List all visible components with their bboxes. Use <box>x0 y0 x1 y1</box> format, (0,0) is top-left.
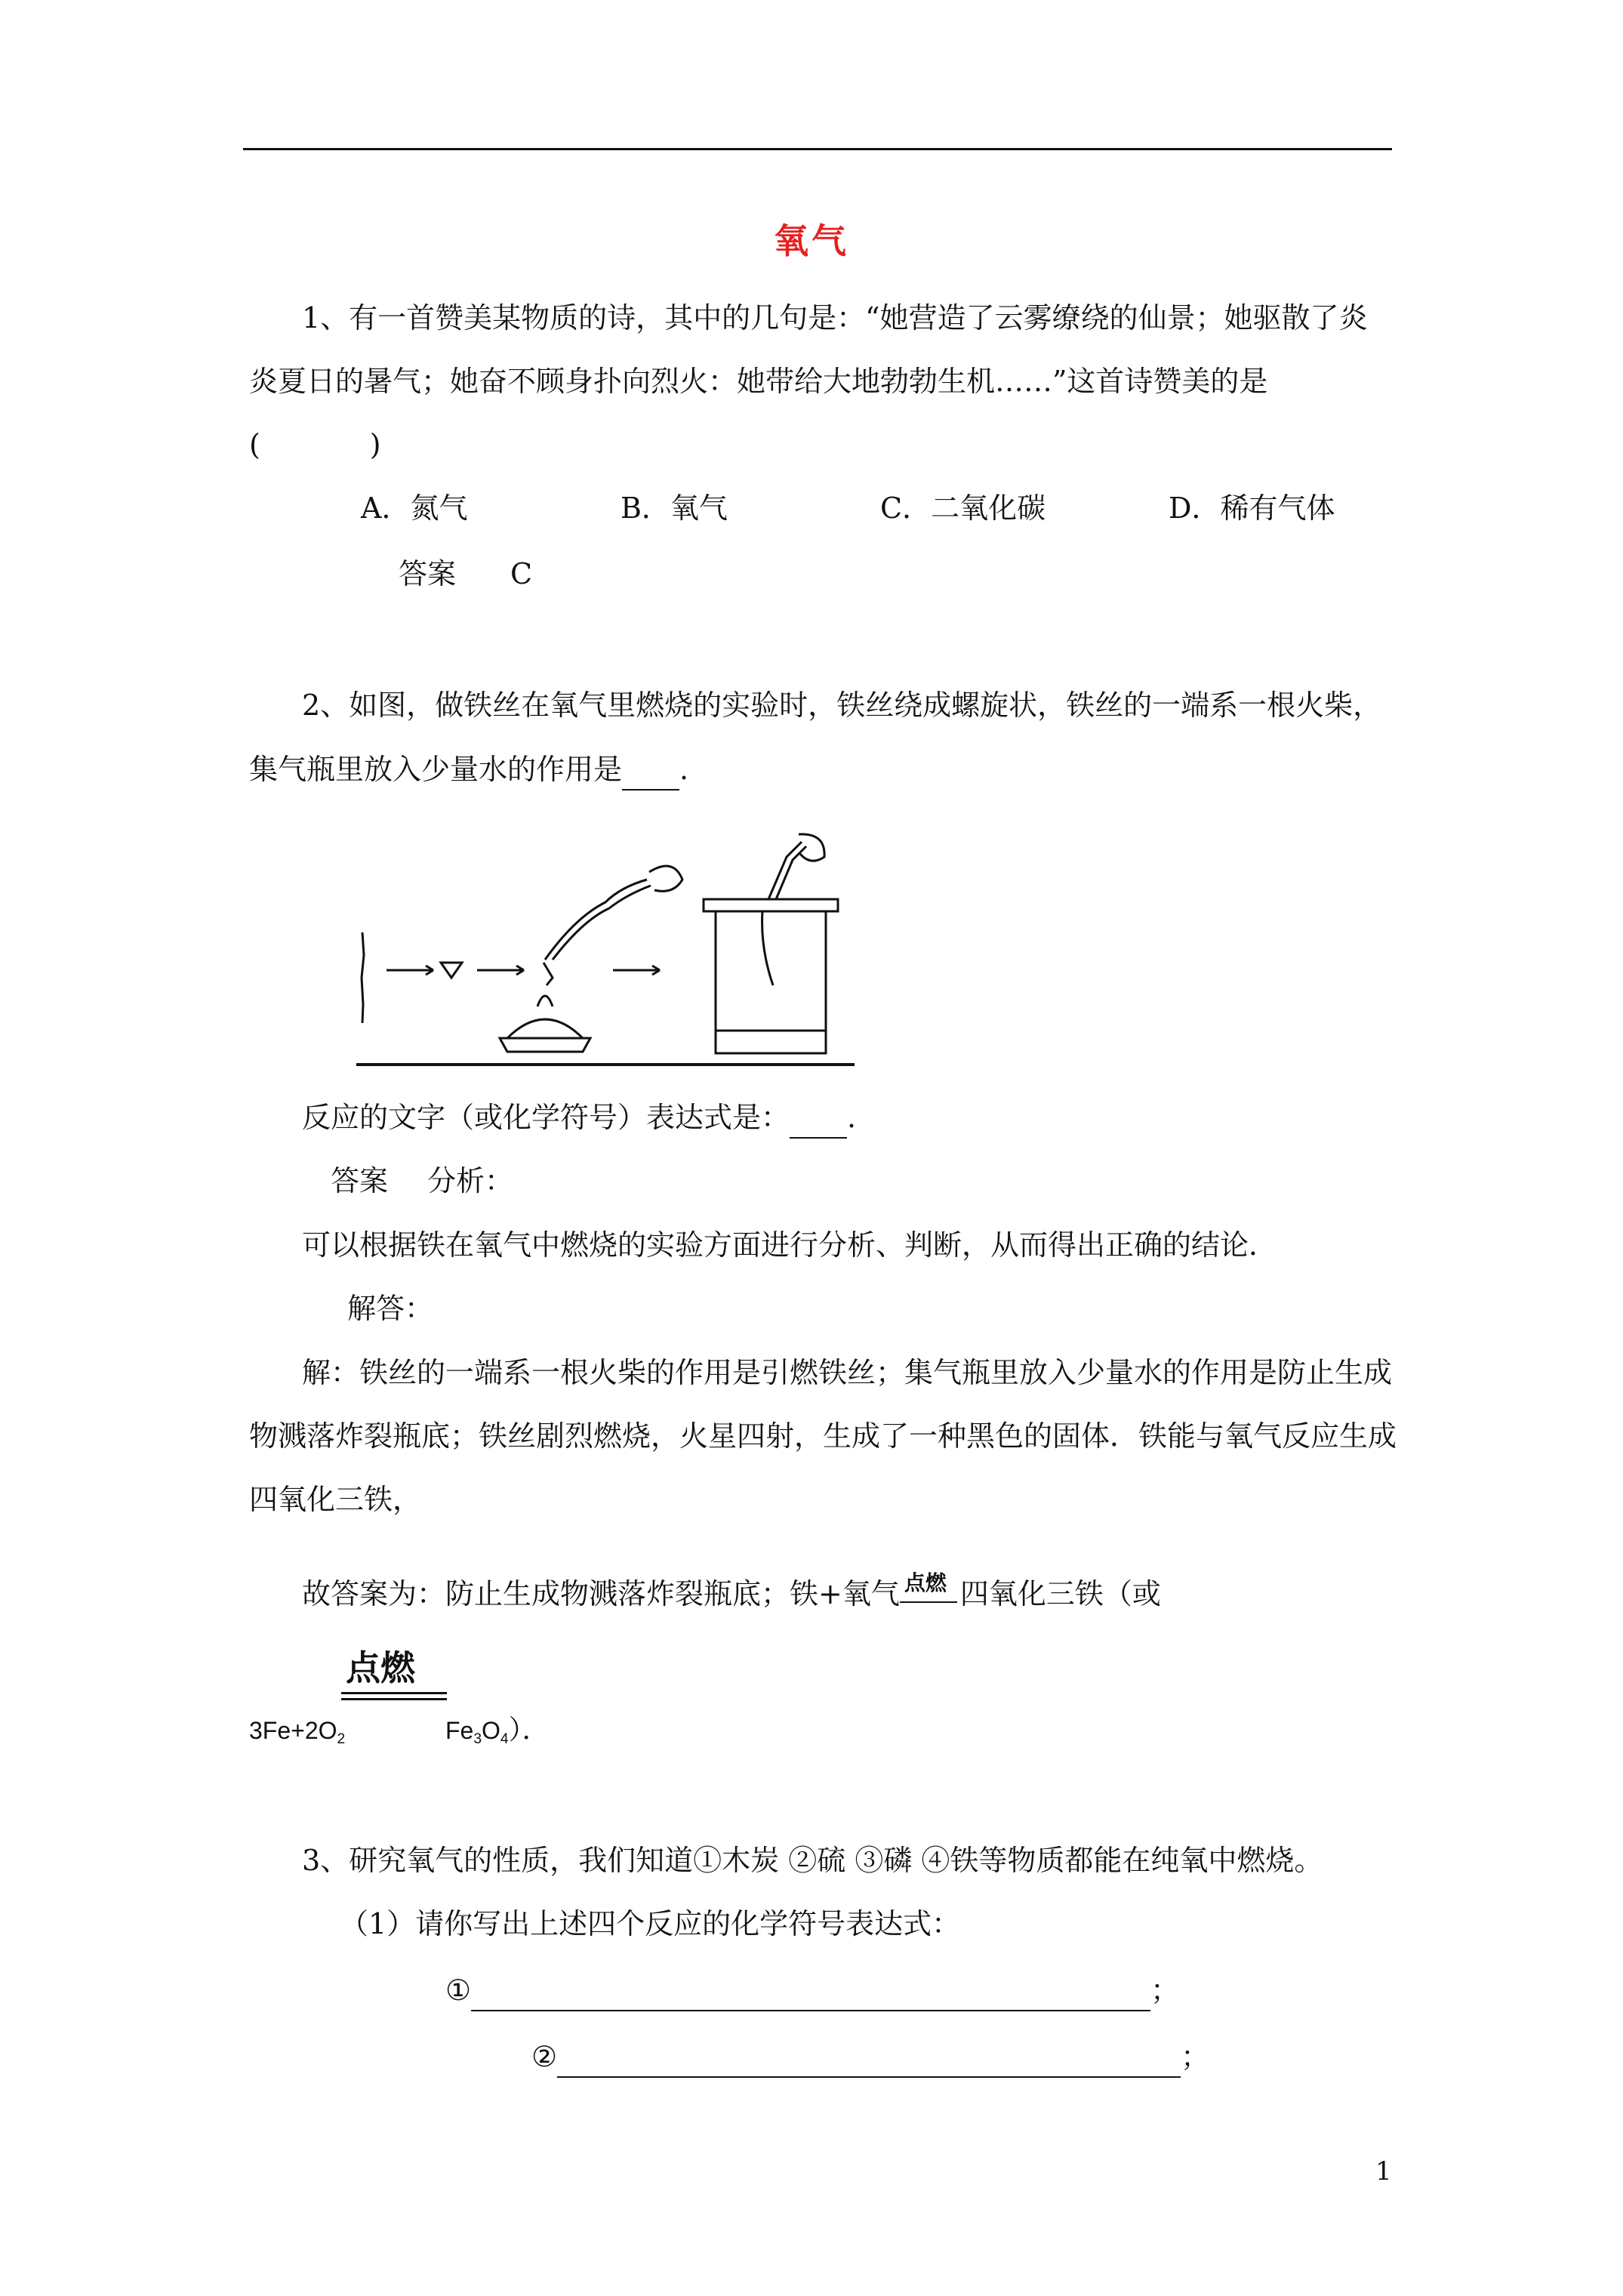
equation-right <box>445 1711 550 1759</box>
hand-1 <box>649 866 682 891</box>
tongs-1 <box>545 880 647 960</box>
q3-blank1-label: ① <box>445 1974 472 2007</box>
q2-final-answer <box>302 1570 1161 1613</box>
eq-left-main: 3Fe+2O <box>249 1717 337 1744</box>
condition-label-small: 点燃 <box>904 1570 947 1595</box>
eq-right-sub2: 4 <box>500 1731 509 1747</box>
q2-final-suffix: 四氧化三铁（或 <box>959 1577 1161 1610</box>
equation-left <box>249 1711 345 1759</box>
wire-coil-edge <box>362 932 364 1023</box>
tongs-2 <box>768 842 802 899</box>
q2-line2 <box>249 750 688 791</box>
q2-analysis: 可以根据铁在氧气中燃烧的实验方面进行分析、判断，从而得出正确的结论． <box>302 1228 1278 1262</box>
q3-blank1-end: ； <box>1150 1974 1180 2007</box>
q3-blank2-label: ② <box>531 2040 558 2073</box>
gas-jar <box>716 911 826 1053</box>
equation-bar-bottom <box>341 1698 447 1700</box>
q1-answer-value: C <box>510 557 533 590</box>
q1-option-a: A．氮气 <box>361 492 468 525</box>
reaction-arrow-small <box>900 1570 960 1613</box>
q1-line2: 炎夏日的暑气；她奋不顾身扑向烈火：她带给大地勃勃生机……”这首诗赞美的是 <box>249 365 1268 398</box>
iron-wire <box>762 911 773 985</box>
q3-blank-1[interactable] <box>471 1971 1150 2011</box>
eq-left-sub: 2 <box>337 1731 346 1747</box>
eq-close: ）． <box>508 1715 550 1746</box>
q2-solution-line2: 物溅落炸裂瓶底；铁丝剧烈燃烧，火星四射，生成了一种黑色的固体．铁能与氧气反应生成 <box>249 1419 1397 1453</box>
eq-right-o: O <box>482 1717 500 1744</box>
q2-line2-end: . <box>679 753 689 786</box>
alcohol-lamp <box>507 1019 583 1038</box>
q3-blank-row-1 <box>445 1971 1179 2011</box>
hand-2 <box>799 834 824 861</box>
q1-line1: 1、有一首赞美某物质的诗，其中的几句是：“她营造了云雾缭绕的仙景；她驱散了炎 <box>302 301 1368 334</box>
q3-line1: 3、研究氧气的性质，我们知道①木炭 ②硫 ③磷 ④铁等物质都能在纯氧中燃烧。 <box>302 1844 1323 1877</box>
q1-answer-label: 答案 <box>399 557 457 590</box>
flame <box>537 996 553 1006</box>
q2-solution-line3: 四氧化三铁， <box>249 1483 422 1516</box>
q1-option-c: C．二氧化碳 <box>880 492 1046 525</box>
eq-right-fe: Fe <box>445 1717 474 1744</box>
q2-solution-label: 解答： <box>347 1292 434 1325</box>
q1-option-b: B．氧气 <box>621 492 728 525</box>
q3-sub1: （1）请你写出上述四个反应的化学符号表达式： <box>340 1907 961 1940</box>
q3-blank2-end: ； <box>1181 2040 1210 2073</box>
q3-blank-2[interactable] <box>557 2037 1181 2078</box>
q1-answer-paren: ( ) <box>249 428 381 461</box>
q3-blank-row-2 <box>531 2037 1209 2078</box>
q2-final-prefix: 故答案为：防止生成物溅落炸裂瓶底；铁+氧气 <box>302 1577 900 1610</box>
gas-jar-lid <box>704 899 838 911</box>
q2-analysis-label: 分析： <box>427 1164 514 1197</box>
page-title: 氧气 <box>774 220 849 261</box>
q2-answer-label: 答案 <box>331 1164 389 1197</box>
q2-line1: 2、如图，做铁丝在氧气里燃烧的实验时，铁丝绕成螺旋状，铁丝的一端系一根火柴， <box>302 689 1382 722</box>
q1-option-d: D．稀有气体 <box>1169 492 1335 525</box>
page-number: 1 <box>1375 2156 1392 2187</box>
experiment-figure <box>349 827 862 1076</box>
q2-solution-line1: 解：铁丝的一端系一根火柴的作用是引燃铁丝；集气瓶里放入少量水的作用是防止生成 <box>302 1356 1393 1389</box>
q2-blank-2[interactable] <box>790 1098 847 1139</box>
q2-line3 <box>302 1098 856 1139</box>
equation-bar-top <box>341 1692 447 1694</box>
small-coil <box>441 963 462 978</box>
q2-line3-end: . <box>847 1101 857 1134</box>
condition-label-large: 点燃 <box>346 1647 415 1688</box>
q2-blank-1[interactable] <box>622 750 679 791</box>
q2-line2-text: 集气瓶里放入少量水的作用是 <box>249 753 623 786</box>
eq-right-sub1: 3 <box>473 1731 482 1747</box>
header-rule <box>243 148 1392 150</box>
q2-line3-text: 反应的文字（或化学符号）表达式是： <box>302 1101 790 1134</box>
